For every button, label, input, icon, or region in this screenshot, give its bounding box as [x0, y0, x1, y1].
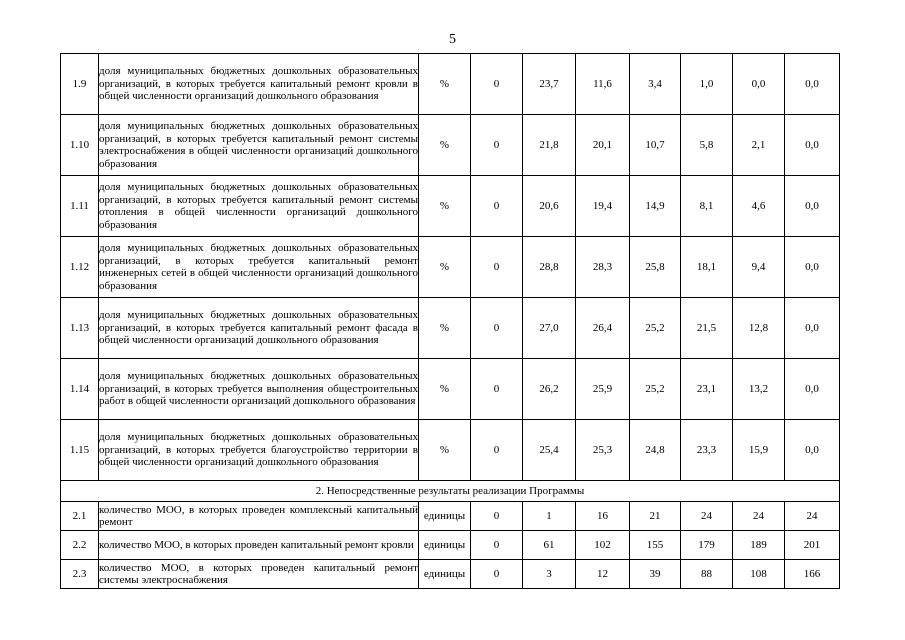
row-unit: % [419, 237, 471, 298]
value-cell: 9,4 [733, 237, 785, 298]
value-cell: 0,0 [785, 298, 840, 359]
value-cell: 21 [630, 502, 681, 531]
value-cell: 12,8 [733, 298, 785, 359]
value-cell: 15,9 [733, 420, 785, 481]
value-cell: 16 [576, 502, 630, 531]
value-cell: 0 [471, 420, 523, 481]
row-unit: % [419, 420, 471, 481]
table-row [61, 54, 840, 115]
value-cell: 2,1 [733, 115, 785, 176]
value-cell: 10,7 [630, 115, 681, 176]
row-description: количество МОО, в которых проведен капитальный ремонт кровли [99, 531, 419, 560]
table-row [61, 420, 840, 481]
row-description: количество МОО, в которых проведен капитальный ремонт системы электроснабжения [99, 560, 419, 589]
value-cell: 25,9 [576, 359, 630, 420]
value-cell: 189 [733, 531, 785, 560]
value-cell: 0,0 [785, 359, 840, 420]
value-cell: 88 [681, 560, 733, 589]
row-description: количество МОО, в которых проведен комплексный капитальный ремонт [99, 502, 419, 531]
value-cell: 201 [785, 531, 840, 560]
value-cell: 24 [785, 502, 840, 531]
value-cell: 19,4 [576, 176, 630, 237]
row-unit: % [419, 115, 471, 176]
value-cell: 20,1 [576, 115, 630, 176]
value-cell: 0,0 [785, 237, 840, 298]
row-unit: единицы [419, 531, 471, 560]
table-row [61, 531, 840, 560]
value-cell: 0 [471, 115, 523, 176]
value-cell: 0,0 [733, 54, 785, 115]
row-number: 1.14 [61, 359, 99, 420]
value-cell: 179 [681, 531, 733, 560]
value-cell: 0 [471, 176, 523, 237]
value-cell: 28,8 [523, 237, 576, 298]
value-cell: 11,6 [576, 54, 630, 115]
value-cell: 12 [576, 560, 630, 589]
row-number: 1.10 [61, 115, 99, 176]
row-number: 1.12 [61, 237, 99, 298]
value-cell: 102 [576, 531, 630, 560]
value-cell: 0,0 [785, 420, 840, 481]
value-cell: 0,0 [785, 54, 840, 115]
value-cell: 155 [630, 531, 681, 560]
table-row [61, 176, 840, 237]
value-cell: 0 [471, 237, 523, 298]
row-unit: % [419, 176, 471, 237]
section-title: 2. Непосредственные результаты реализации Программы [61, 481, 840, 502]
value-cell: 5,8 [681, 115, 733, 176]
table-row [61, 560, 840, 589]
row-description: доля муниципальных бюджетных дошкольных образовательных организаций, в которых требуется выполнения общестроительных работ в общей численности организаций дошкольного образования [99, 359, 419, 420]
row-description: доля муниципальных бюджетных дошкольных образовательных организаций, в которых требуется капитальный ремонт инженерных сетей в общей численности организаций дошкольного образования [99, 237, 419, 298]
value-cell: 61 [523, 531, 576, 560]
value-cell: 0 [471, 54, 523, 115]
row-number: 2.2 [61, 531, 99, 560]
value-cell: 25,3 [576, 420, 630, 481]
row-description: доля муниципальных бюджетных дошкольных образовательных организаций, в которых требуется капитальный ремонт системы отопления в общей численности организаций дошкольного образования [99, 176, 419, 237]
row-number: 1.9 [61, 54, 99, 115]
row-description: доля муниципальных бюджетных дошкольных образовательных организаций, в которых требуется капитальный ремонт фасада в общей численности организаций дошкольного образования [99, 298, 419, 359]
value-cell: 18,1 [681, 237, 733, 298]
value-cell: 25,4 [523, 420, 576, 481]
value-cell: 27,0 [523, 298, 576, 359]
value-cell: 1,0 [681, 54, 733, 115]
value-cell: 4,6 [733, 176, 785, 237]
row-number: 1.11 [61, 176, 99, 237]
row-number: 1.13 [61, 298, 99, 359]
table-row [61, 359, 840, 420]
row-number: 2.3 [61, 560, 99, 589]
value-cell: 23,3 [681, 420, 733, 481]
value-cell: 26,4 [576, 298, 630, 359]
row-unit: единицы [419, 560, 471, 589]
value-cell: 26,2 [523, 359, 576, 420]
indicators-table [60, 53, 840, 589]
row-description: доля муниципальных бюджетных дошкольных образовательных организаций, в которых требуется капитальный ремонт системы электроснабжения в общей численности организаций дошкольного образования [99, 115, 419, 176]
value-cell: 13,2 [733, 359, 785, 420]
value-cell: 3,4 [630, 54, 681, 115]
value-cell: 24 [681, 502, 733, 531]
value-cell: 24 [733, 502, 785, 531]
row-unit: % [419, 359, 471, 420]
value-cell: 39 [630, 560, 681, 589]
value-cell: 25,2 [630, 298, 681, 359]
row-description: доля муниципальных бюджетных дошкольных образовательных организаций, в которых требуется капитальный ремонт кровли в общей численности организаций дошкольного образования [99, 54, 419, 115]
row-unit: % [419, 54, 471, 115]
value-cell: 166 [785, 560, 840, 589]
row-number: 2.1 [61, 502, 99, 531]
value-cell: 25,8 [630, 237, 681, 298]
table-row [61, 115, 840, 176]
value-cell: 3 [523, 560, 576, 589]
value-cell: 0,0 [785, 176, 840, 237]
value-cell: 21,8 [523, 115, 576, 176]
value-cell: 28,3 [576, 237, 630, 298]
row-description: доля муниципальных бюджетных дошкольных образовательных организаций, в которых требуется благоустройство территории в общей численности организаций дошкольного образования [99, 420, 419, 481]
value-cell: 23,1 [681, 359, 733, 420]
value-cell: 23,7 [523, 54, 576, 115]
value-cell: 0 [471, 502, 523, 531]
row-unit: % [419, 298, 471, 359]
table-row [61, 502, 840, 531]
value-cell: 8,1 [681, 176, 733, 237]
value-cell: 1 [523, 502, 576, 531]
value-cell: 0 [471, 359, 523, 420]
value-cell: 0,0 [785, 115, 840, 176]
value-cell: 108 [733, 560, 785, 589]
table-row [61, 298, 840, 359]
table-row [61, 237, 840, 298]
row-number: 1.15 [61, 420, 99, 481]
section-heading-row [61, 481, 840, 502]
value-cell: 0 [471, 531, 523, 560]
value-cell: 0 [471, 298, 523, 359]
value-cell: 21,5 [681, 298, 733, 359]
value-cell: 24,8 [630, 420, 681, 481]
value-cell: 25,2 [630, 359, 681, 420]
page-number: 5 [449, 32, 456, 47]
value-cell: 0 [471, 560, 523, 589]
row-unit: единицы [419, 502, 471, 531]
value-cell: 14,9 [630, 176, 681, 237]
value-cell: 20,6 [523, 176, 576, 237]
